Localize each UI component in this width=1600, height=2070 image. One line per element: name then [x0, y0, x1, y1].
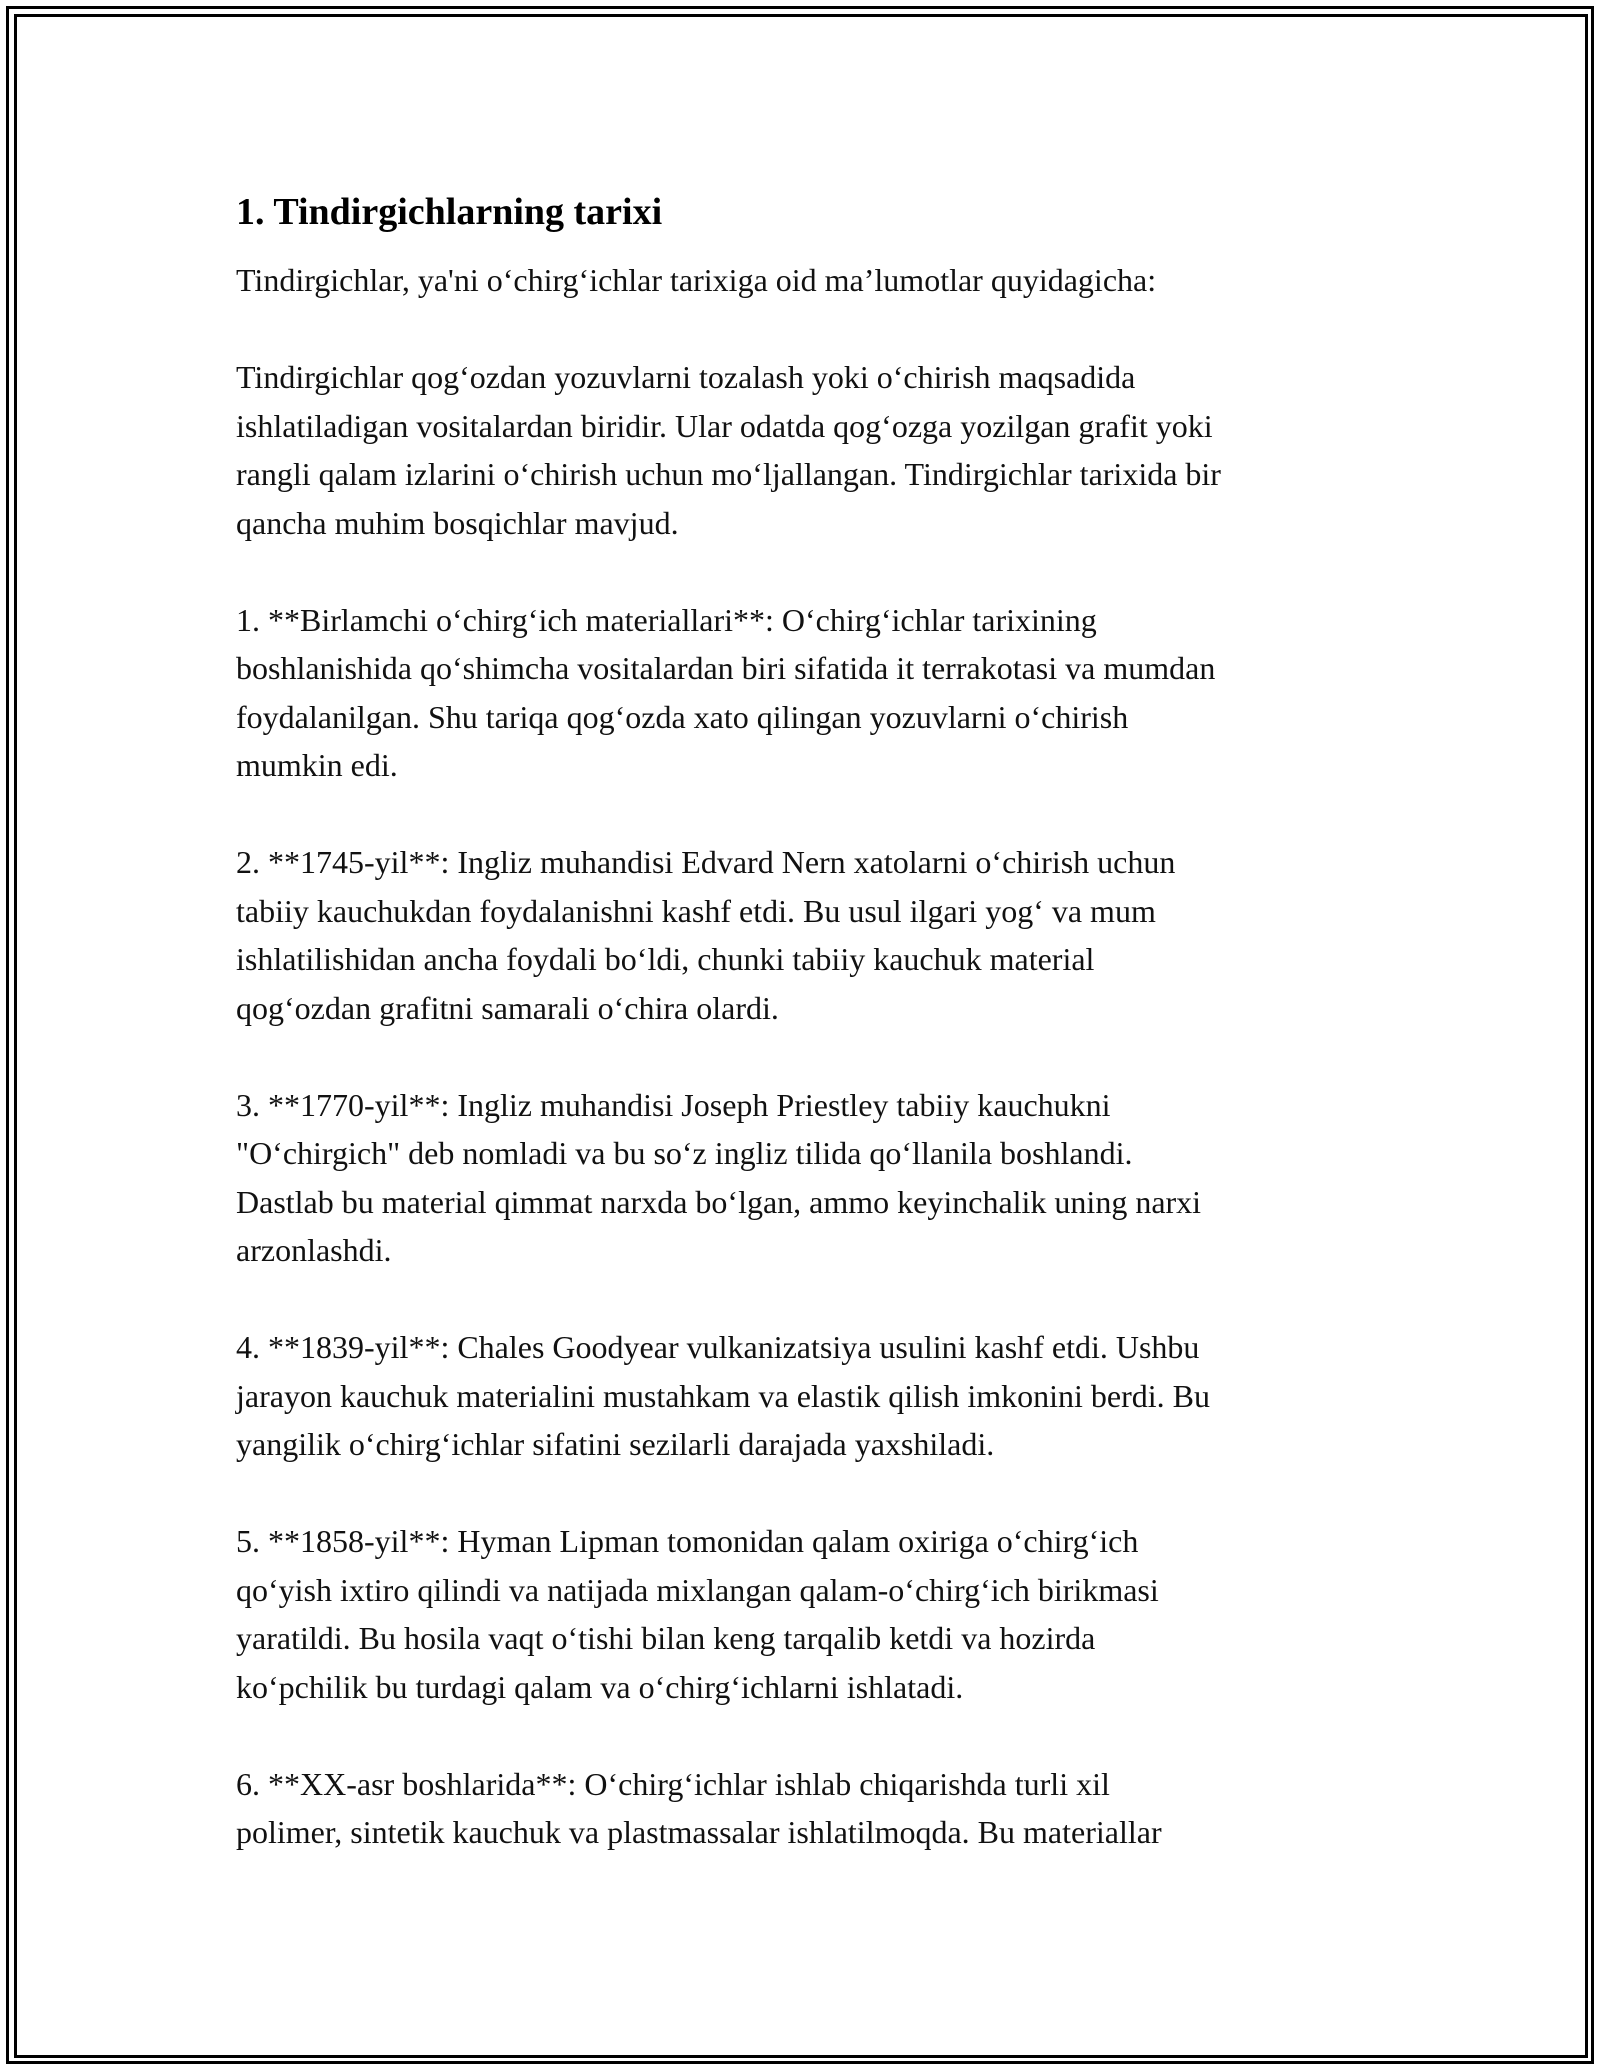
list-item-4: [236, 1323, 1376, 1469]
text-line: jarayon kauchuk materialini mustahkam va elastik qilish imkonini berdi. Bu: [236, 1377, 1211, 1414]
intro-paragraph: [236, 256, 1376, 305]
text-line: 4. **1839-yil**: Chales Goodyear vulkanizatsiya usulini kashf etdi. Ushbu: [236, 1329, 1200, 1365]
text-line: 1. **Birlamchi o‘chirg‘ich materiallari**: O‘chirg‘ichlar tarixining: [236, 601, 1097, 638]
text-line: foydalanilgan. Shu tariqa qog‘ozda xato qilingan yozuvlarni o‘chirish: [236, 698, 1129, 735]
list-item-2: [236, 838, 1376, 1032]
text-line: tabiiy kauchukdan foydalanishni kashf etdi. Bu usul ilgari yog‘ va mum: [236, 892, 1156, 929]
text-line: yaratildi. Bu hosila vaqt o‘tishi bilan keng tarqalib ketdi va hozirda: [236, 1620, 1096, 1656]
overview-paragraph: [236, 353, 1376, 547]
text-line: qo‘yish ixtiro qilindi va natijada mixlangan qalam-o‘chirg‘ich birikmasi: [236, 1571, 1159, 1608]
text-line: boshlanishida qo‘shimcha vositalardan biri sifatida it terrakotasi va mumdan: [236, 650, 1216, 686]
text-line: 2. **1745-yil**: Ingliz muhandisi Edvard Nern xatolarni o‘chirish uchun: [236, 844, 1176, 880]
text-line: Tindirgichlar, ya'ni o‘chirg‘ichlar tarixiga oid ma’lumotlar quyidagicha:: [236, 262, 1157, 298]
text-line: Dastlab bu material qimmat narxda bo‘lgan, ammo keyinchalik uning narxi: [236, 1183, 1202, 1220]
text-line: ishlatiladigan vositalardan biridir. Ular odatda qog‘ozga yozilgan grafit yoki: [236, 407, 1213, 444]
text-line: Tindirgichlar qog‘ozdan yozuvlarni tozalash yoki o‘chirish maqsadida: [236, 359, 1136, 395]
text-line: 3. **1770-yil**: Ingliz muhandisi Joseph Priestley tabiiy kauchukni: [236, 1086, 1111, 1123]
text-line: ko‘pchilik bu turdagi qalam va o‘chirg‘ichlarni ishlatadi.: [236, 1668, 964, 1705]
text-line: rangli qalam izlarini o‘chirish uchun mo‘ljallangan. Tindirgichlar tarixida bir: [236, 456, 1221, 492]
list-item-5: [236, 1517, 1376, 1711]
list-item-6: [236, 1760, 1376, 1857]
document-body: [236, 186, 1376, 1905]
text-line: "O‘chirgich" deb nomladi va bu so‘z ingliz tilida qo‘llanila boshlandi.: [236, 1135, 1133, 1171]
text-line: arzonlashdi.: [236, 1232, 392, 1268]
text-line: 5. **1858-yil**: Hyman Lipman tomonidan qalam oxiriga o‘chirg‘ich: [236, 1523, 1139, 1559]
list-item-1: [236, 596, 1376, 790]
text-line: mumkin edi.: [236, 747, 398, 783]
text-line: 6. **XX-asr boshlarida**: O‘chirg‘ichlar ishlab chiqarishda turli xil: [236, 1765, 1110, 1802]
section-heading: 1. Tindirgichlarning tarixi: [236, 191, 663, 233]
text-line: qog‘ozdan grafitni samarali o‘chira olardi.: [236, 989, 779, 1026]
text-line: yangilik o‘chirg‘ichlar sifatini sezilarli darajada yaxshiladi.: [236, 1426, 995, 1462]
list-item-3: [236, 1081, 1376, 1275]
text-line: ishlatilishidan ancha foydali bo‘ldi, chunki tabiiy kauchuk material: [236, 941, 1095, 977]
text-line: qancha muhim bosqichlar mavjud.: [236, 504, 679, 541]
text-line: polimer, sintetik kauchuk va plastmassalar ishlatilmoqda. Bu materiallar: [236, 1814, 1162, 1850]
